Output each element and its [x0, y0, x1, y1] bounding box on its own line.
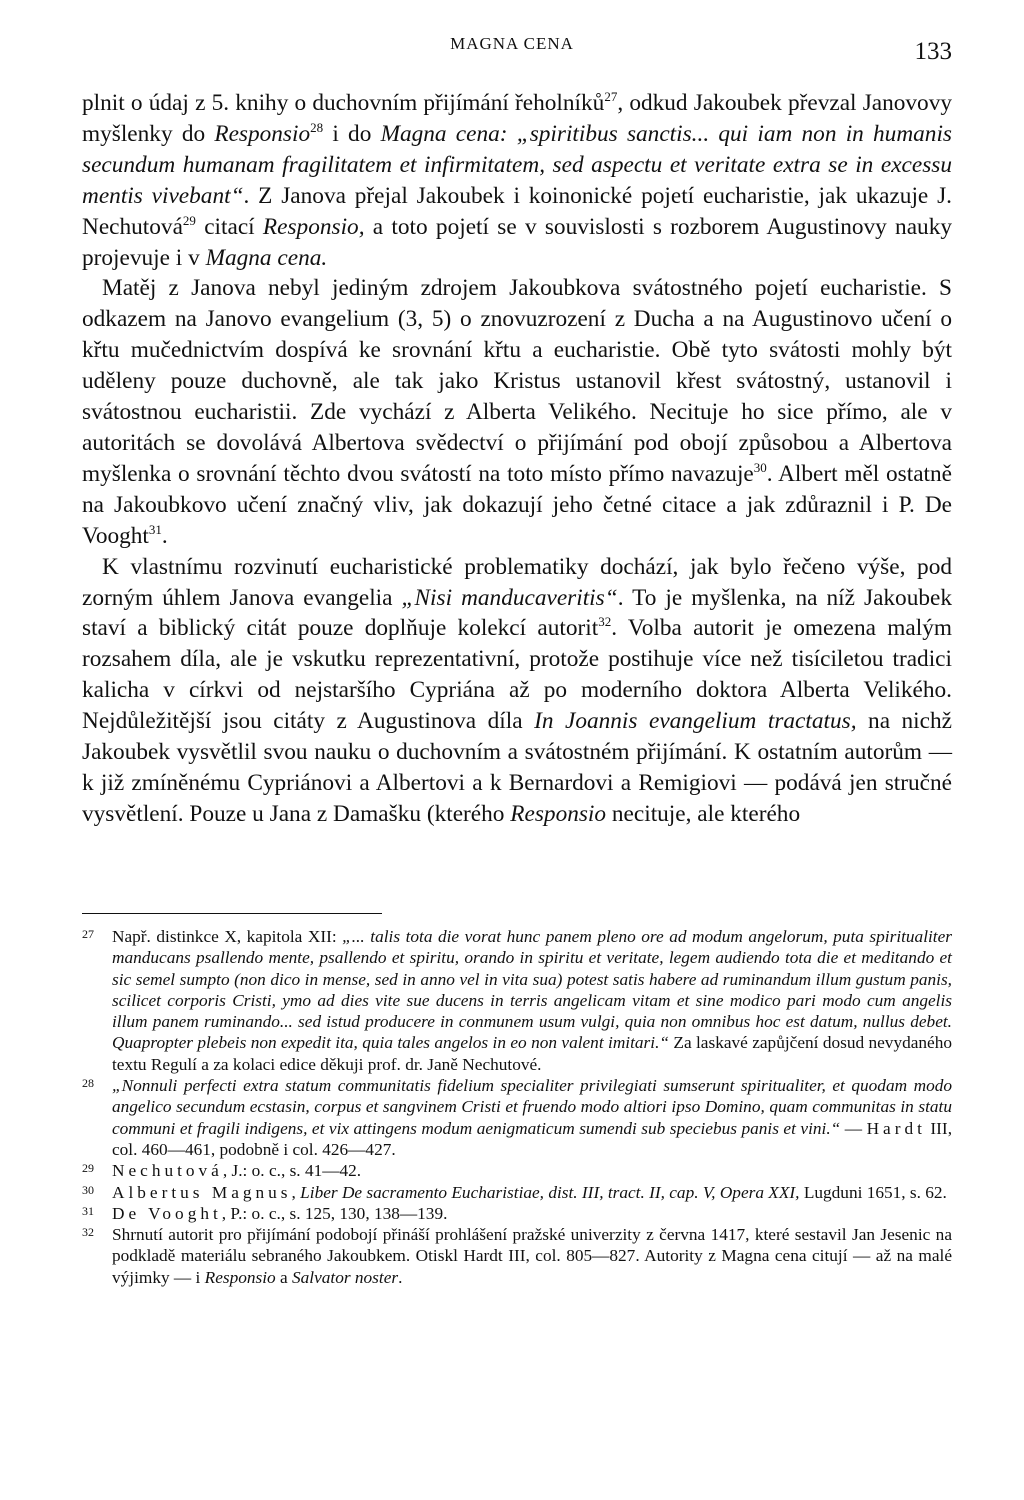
footnote-ref-28: 28: [310, 120, 324, 136]
text-span: III, col. 460—461, podobně i col. 426—427.: [112, 1118, 953, 1159]
footnotes: [82, 926, 952, 1288]
text-span: , P.: o. c., s. 125, 130, 138—139.: [221, 1203, 448, 1223]
text-span: Shrnutí autorit pro přijímání podobojí přináší prohlášení pražské univerzity z června 1417, které sestavil Jan Jesenic na podkladě materiálu sebraného Jakoubkem. Otiskl Hardt III, col. 805—827. Autority z Magna cena citují — až na malé výjimky — i: [112, 1225, 952, 1287]
footnote-text: [112, 1075, 952, 1160]
page-number: 133: [914, 38, 952, 65]
footnote-text: [112, 1160, 952, 1181]
author-name: Nechutová: [112, 1161, 223, 1181]
text-span: Např. distinkce X, kapitola XII:: [112, 927, 343, 946]
footnote-text: [112, 926, 952, 1075]
footnote-text: [112, 1182, 952, 1203]
paragraph-1: [82, 88, 952, 273]
text-span: —: [840, 1118, 867, 1138]
text-span: plnit o údaj z 5. knihy o duchovním přijímání řeholníků: [82, 90, 605, 116]
text-span: ,: [291, 1182, 301, 1202]
text-span: , odkud Jakoubek převzal Janovovy myšlenky do: [82, 90, 953, 147]
text-span: Za laskavé zapůjčení dosud nevydaného textu Regulí a za kolaci edice děkuji prof. dr. Janě Nechutové.: [112, 1033, 952, 1074]
footnote-ref-31: 31: [148, 521, 162, 537]
text-span: .: [161, 522, 168, 549]
work-title: Magna cena.: [205, 244, 328, 271]
work-title: Salvator noster: [292, 1267, 399, 1287]
latin-quote: „Nonnuli perfecti extra statum communitatis fidelium specialiter privilegiati sumserunt spiritualiter, et quodam modo angelico secundum ecstasin, corpus et sangvinem Cristi et fruendo modo altiori ipso Domino, quam communitas in statu communi et fragili indigens, et vix attingens modum aenigmaticum sumendi sub speciebus panis et vini.“: [112, 1076, 952, 1138]
footnote-27: [82, 926, 952, 1075]
work-title: In Joannis evangelium tractatus,: [534, 708, 857, 735]
text-span: citací: [195, 213, 263, 240]
footnote-29: [82, 1160, 952, 1181]
author-name: Albertus Magnus: [112, 1182, 292, 1202]
footnote-28: [82, 1075, 952, 1160]
work-title: Responsio: [204, 1267, 276, 1287]
text-span: na nichž Jakoubek vysvětlil svou nauku o duchovním a svátostném přijímání. K ostatním autorům — k již zmíněnému Cypriánovi a Albertovi a k Bernardovi a Remigiovi — podává jen stručné vysvětlení. Pouze u Jana z Damašku (kterého: [82, 708, 952, 827]
footnote-ref-29: 29: [182, 212, 196, 228]
footnote-ref-32: 32: [598, 614, 612, 630]
footnote-ref-30: 30: [753, 460, 767, 476]
footnote-30: [82, 1182, 952, 1203]
text-span: .: [398, 1267, 403, 1287]
author-name: Hardt: [866, 1118, 926, 1138]
main-text: [82, 88, 952, 830]
work-title: Responsio: [510, 800, 607, 827]
text-span: . Z Janova přejal Jakoubek i koinonické pojetí eucharistie, jak ukazuje J. Nechutová: [82, 182, 952, 240]
text-span: necituje, ale kterého: [606, 800, 801, 827]
work-title: Responsio,: [262, 213, 365, 240]
text-span: Matěj z Janova nebyl jediným zdrojem Jakoubkova svátostného pojetí eucharistie. S odkazem na Janovo evangelium (3, 5) o znovuzrození z Ducha a na Augustinovo učení o křtu mučednictvím dospívá ke srovnání křtu a eucharistie. Obě tyto svátosti mohly být uděleny pouze duchovně, ale tak jako Kristus ustanovil křest svátostný, ustanovil i svátostnou eucharistii. Zde vychází z Alberta Velikého. Necituje ho sice přímo, ale v autoritách se dovolává Albertova svědectví o přijímání pod obojí způsobou a Albertova myšlenka o srovnání těchto dvou svátostí na toto místo přímo navazuje: [82, 275, 952, 487]
footnote-text: [112, 1203, 952, 1224]
latin-quote: „... talis tota die vorat hunc panem pleno ore ad modum angelorum, puta spiritualiter manducans psallendo mente, psallendo et spiritu, orando in spiritu et veritate, legem audiendo tota die et meditando et sic semel sumpto (non dico in mense, sed in anno vel in vita sua) potest satis habere ad ruminandum illum gustum panis, scilicet corporis Cristi, ymo ad dies vite sue ducens in terris angelicam vitam et sine modico pari modo cum angelis illum panem ruminando... sed istud producere in conmunem usum vulgi, quia non omnibus hoc est datum, nullus debet. Quapropter plebeis non expedit ita, quia tales angelos in eo non valent imitari.“: [112, 927, 952, 1053]
latin-quote: Magna cena: „spiritibus sanctis... qui iam non in humanis secundum humanam fragilitatem et infirmitatem, sed aspectu et veritate extra se in excessu mentis vivebant“: [82, 120, 952, 209]
text-span: . Albert měl ostatně na Jakoubkovo učení značný vliv, jak dokazují jeho četné citace a jak zdůraznil i P. De Vooght: [82, 460, 952, 549]
footnote-ref-27: 27: [604, 89, 618, 105]
footnote-31: [82, 1203, 952, 1224]
text-span: . Volba autorit je omezena malým rozsahem díla, ale je vskutku reprezentativní, protože postihuje více než tisíciletou tradici kalicha v církvi od nejstaršího Cypriána až po moderního doktora Alberta Velikého. Nejdůležitější jsou citáty z Augustinova díla: [82, 615, 952, 735]
latin-quote: „Nisi manducaveritis“: [401, 584, 618, 611]
footnote-number: 29: [82, 1161, 94, 1176]
paragraph-2: [82, 273, 952, 551]
running-title: MAGNA CENA: [450, 34, 574, 53]
text-span: , J.: o. c., s. 41—42.: [222, 1161, 362, 1181]
footnote-number: 28: [82, 1076, 94, 1091]
footnote-32: [82, 1224, 952, 1288]
work-title: Responsio: [214, 120, 311, 147]
footnote-number: 27: [82, 927, 94, 941]
text-span: . To je myšlenka, na níž Jakoubek staví a biblický citát pouze doplňuje kolekcí autorit: [82, 584, 952, 642]
footnote-number: 31: [82, 1203, 94, 1218]
text-span: a: [275, 1267, 293, 1287]
text-span: Lugduni 1651, s. 62.: [799, 1182, 947, 1202]
paragraph-3: [82, 552, 952, 830]
footnote-number: 30: [82, 1182, 94, 1197]
work-title: Liber De sacramento Eucharistiae, dist. III, tract. II, cap. V, Opera XXI,: [300, 1182, 800, 1202]
text-span: a toto pojetí se v souvislosti s rozborem Augustinovy nauky projevuje i v: [82, 213, 952, 271]
text-span: K vlastnímu rozvinutí eucharistické problematiky dochází, jak bylo řečeno výše, pod zorným úhlem Janova evangelia: [82, 553, 952, 611]
footnote-text: [112, 1224, 952, 1288]
author-name: De Vooght: [112, 1203, 222, 1223]
text-span: i do: [323, 120, 381, 147]
footnote-divider: [82, 913, 382, 914]
footnote-number: 32: [82, 1225, 94, 1240]
